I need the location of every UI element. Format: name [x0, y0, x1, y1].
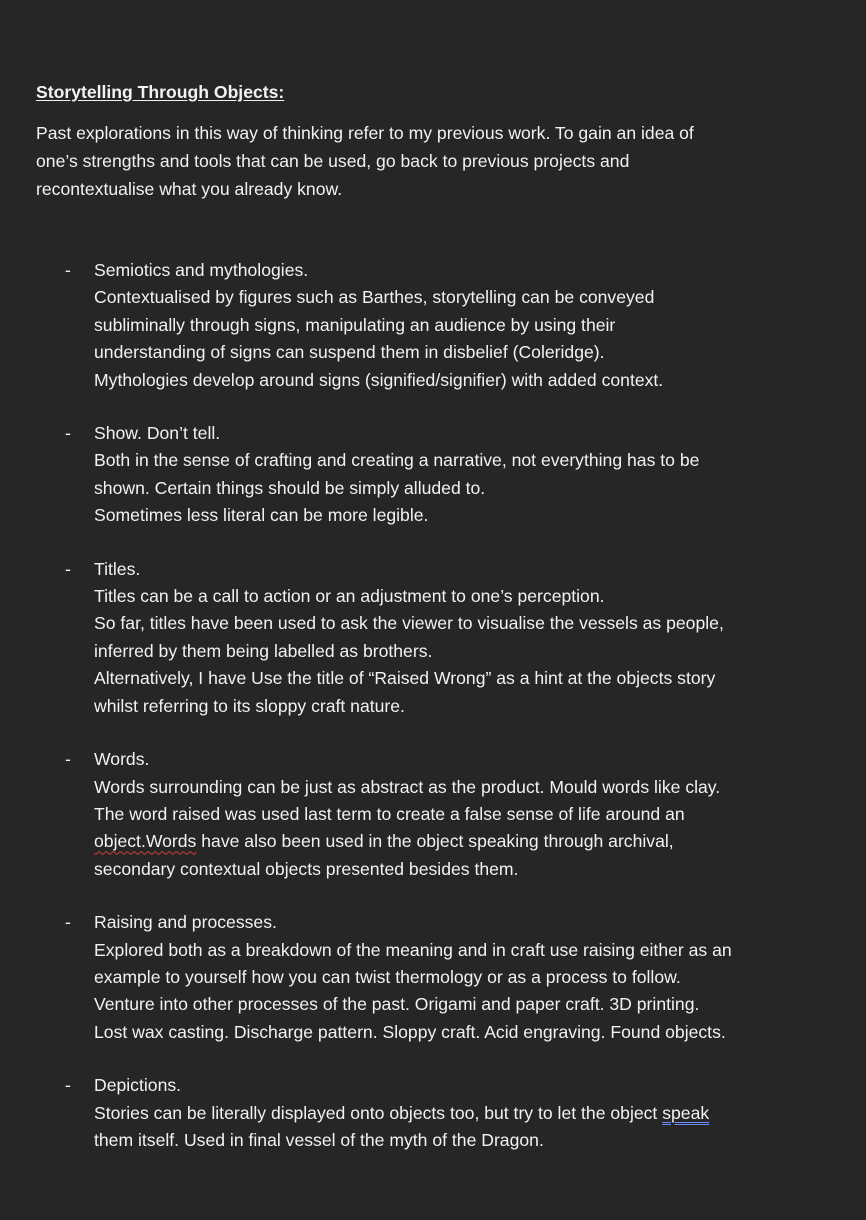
intro-paragraph	[36, 119, 776, 203]
bullet-title: Show. Don’t tell.	[94, 423, 221, 444]
document-page	[36, 80, 836, 1180]
bullet-show-dont-tell	[36, 420, 774, 530]
bullet-line: Sometimes less literal can be more legible.	[94, 505, 429, 526]
bullet-dash: -	[65, 912, 71, 933]
bullet-line: example to yourself how you can twist thermology or as a process to follow.	[94, 966, 681, 987]
bullet-words	[36, 746, 774, 883]
bullet-raising-processes	[36, 909, 774, 1046]
bullet-line: Lost wax casting. Discharge pattern. Sloppy craft. Acid engraving. Found objects.	[94, 1021, 726, 1042]
bullet-dash: -	[65, 558, 71, 579]
bullet-title: Titles.	[94, 558, 141, 579]
bullet-line: Mythologies develop around signs (signified/signifier) with added context.	[94, 369, 664, 390]
bullet-line: Venture into other processes of the past. Origami and paper craft. 3D printing.	[94, 994, 700, 1015]
bullet-title: Raising and processes.	[94, 912, 277, 933]
bullet-titles	[36, 556, 774, 720]
bullet-line-start: Stories can be literally displayed onto objects too, but try to let the object	[94, 1102, 663, 1123]
bullet-line: So far, titles have been used to ask the viewer to visualise the vessels as people,	[94, 613, 724, 634]
bullet-title: Depictions.	[94, 1075, 182, 1096]
bullet-line: Both in the sense of crafting and creating a narrative, not everything has to be	[94, 450, 700, 471]
bullet-line	[94, 1100, 774, 1127]
intro-line: recontextualise what you already know.	[36, 179, 343, 199]
spelling-error-word[interactable]: object.Words	[94, 831, 197, 852]
bullet-line: shown. Certain things should be simply alluded to.	[94, 477, 486, 498]
bullet-line-rest: have also been used in the object speaking through archival,	[196, 831, 674, 852]
bullet-line: them itself. Used in final vessel of the myth of the Dragon.	[94, 1129, 544, 1150]
bullet-depictions	[36, 1072, 774, 1154]
bullet-line: Words surrounding can be just as abstract as the product. Mould words like clay.	[94, 776, 721, 797]
bullet-line: Explored both as a breakdown of the meaning and in craft use raising either as an	[94, 939, 732, 960]
bullet-semiotics	[36, 257, 774, 394]
intro-line: Past explorations in this way of thinking refer to my previous work. To gain an idea of	[36, 123, 694, 143]
bullet-line: understanding of signs can suspend them in disbelief (Coleridge).	[94, 342, 605, 363]
bullet-title: Semiotics and mythologies.	[94, 260, 309, 280]
bullet-dash: -	[65, 749, 71, 770]
bullet-line: subliminally through signs, manipulating an audience by using their	[94, 314, 616, 335]
grammar-suggestion-word[interactable]: speak	[662, 1102, 710, 1123]
intro-line: one’s strengths and tools that can be used, go back to previous projects and	[36, 151, 630, 171]
bullet-list	[36, 257, 836, 1154]
bullet-line: Contextualised by figures such as Barthes, storytelling can be conveyed	[94, 287, 655, 308]
bullet-dash: -	[65, 260, 71, 280]
bullet-line: secondary contextual objects presented besides them.	[94, 858, 519, 879]
bullet-dash: -	[65, 1075, 71, 1096]
bullet-line: inferred by them being labelled as brothers.	[94, 640, 433, 661]
bullet-line: whilst referring to its sloppy craft nature.	[94, 695, 405, 716]
bullet-line: The word raised was used last term to create a false sense of life around an	[94, 803, 685, 824]
bullet-line: Alternatively, I have Use the title of “Raised Wrong” as a hint at the objects story	[94, 668, 716, 689]
bullet-line	[94, 828, 774, 855]
bullet-line: Titles can be a call to action or an adjustment to one’s perception.	[94, 586, 605, 607]
bullet-dash: -	[65, 423, 71, 444]
document-heading: Storytelling Through Objects:	[36, 82, 285, 102]
bullet-title: Words.	[94, 749, 150, 770]
